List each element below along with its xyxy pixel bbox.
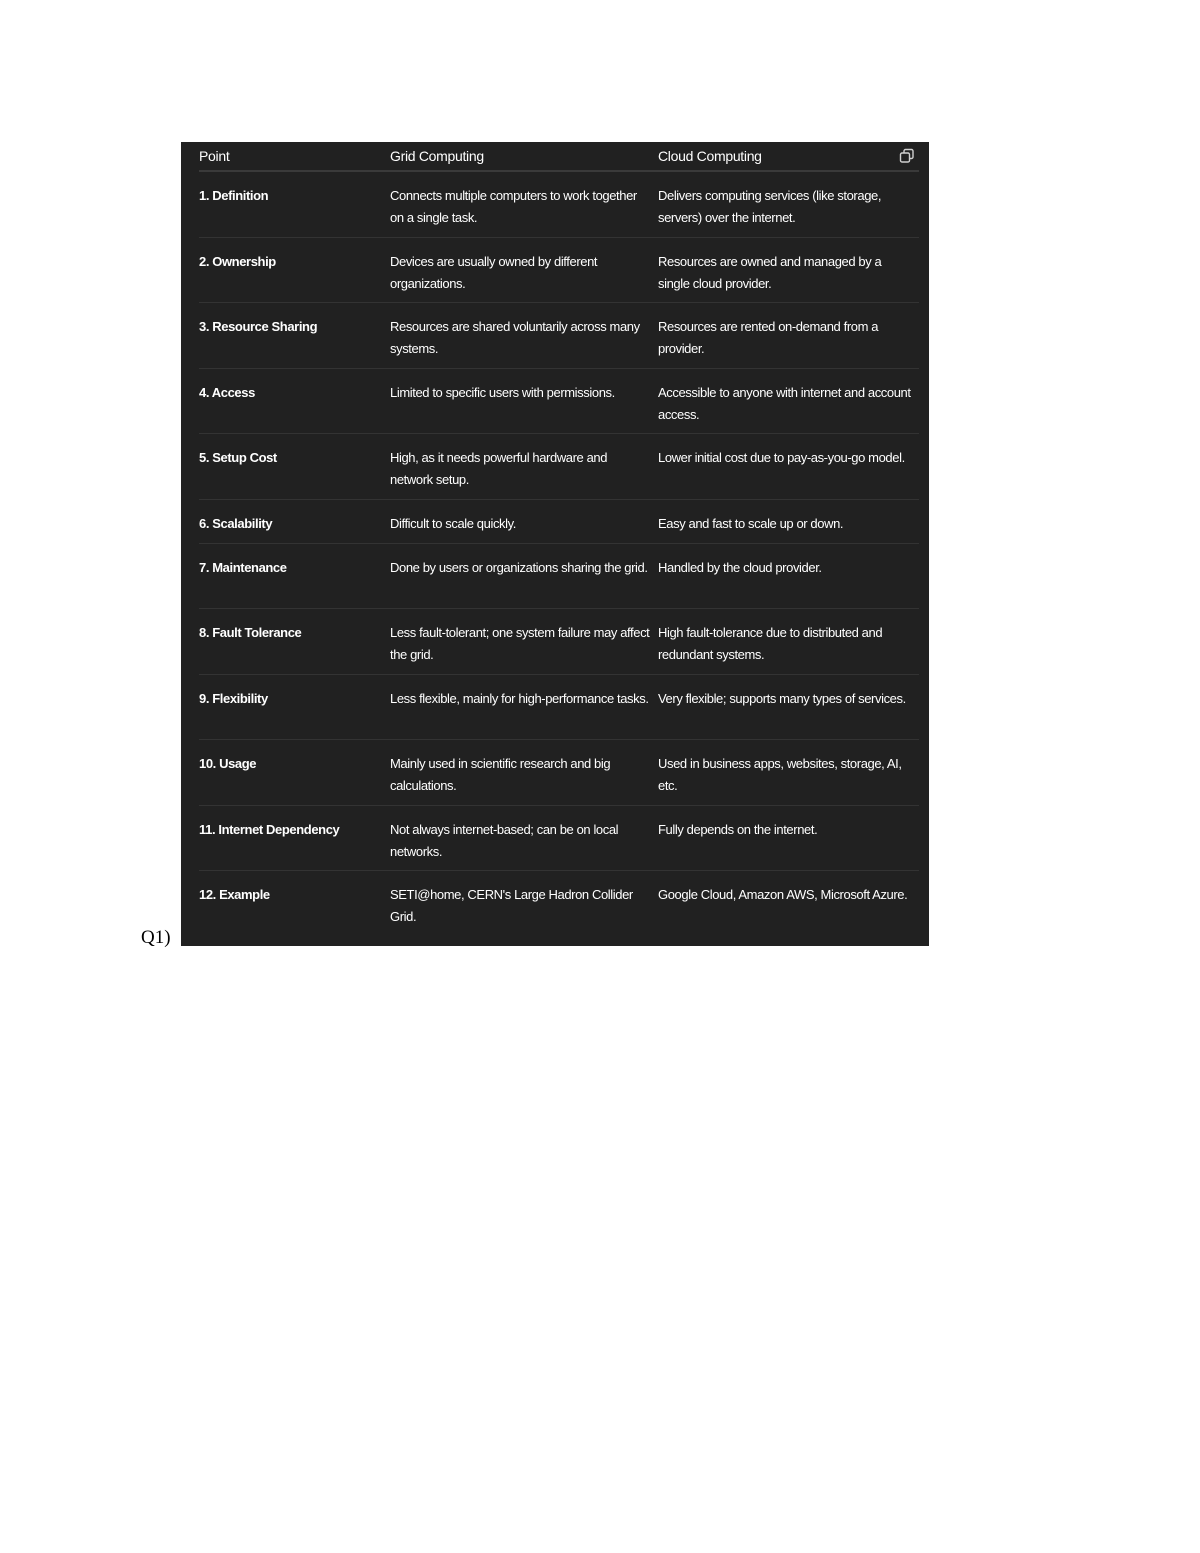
cell-grid: Connects multiple computers to work together on a single task. bbox=[390, 188, 637, 225]
cell-grid: SETI@home, CERN's Large Hadron Collider Grid. bbox=[390, 887, 633, 924]
cell-cloud: Very flexible; supports many types of services. bbox=[658, 690, 906, 706]
table-row bbox=[199, 871, 919, 937]
table-row bbox=[199, 806, 919, 872]
header-point: Point bbox=[199, 148, 230, 164]
cell-point: 11. Internet Dependency bbox=[199, 821, 340, 837]
cell-grid: Less fault-tolerant; one system failure may affect the grid. bbox=[390, 625, 650, 662]
cell-grid: Less flexible, mainly for high-performance tasks. bbox=[390, 690, 649, 706]
cell-cloud: Fully depends on the internet. bbox=[658, 821, 818, 837]
cell-point: 4. Access bbox=[199, 384, 255, 400]
cell-grid: Limited to specific users with permissions. bbox=[390, 384, 615, 400]
copy-icon[interactable] bbox=[899, 148, 915, 164]
cell-point: 8. Fault Tolerance bbox=[199, 625, 302, 640]
table-row bbox=[199, 740, 919, 806]
cell-cloud: Used in business apps, websites, storage, AI, etc. bbox=[658, 756, 902, 793]
question-label: Q1) bbox=[141, 927, 171, 948]
header-grid-computing: Grid Computing bbox=[390, 148, 484, 164]
cell-grid: Not always internet-based; can be on local networks. bbox=[390, 821, 619, 859]
cell-cloud: Handled by the cloud provider. bbox=[658, 559, 822, 575]
cell-grid: Devices are usually owned by different organizations. bbox=[390, 253, 598, 291]
table-row bbox=[199, 172, 919, 238]
cell-cloud: Resources are owned and managed by a single cloud provider. bbox=[658, 253, 882, 291]
cell-grid: High, as it needs powerful hardware and network setup. bbox=[390, 450, 608, 487]
table-row bbox=[199, 238, 919, 304]
table-row bbox=[199, 369, 919, 435]
table-row bbox=[199, 500, 919, 544]
cell-point: 10. Usage bbox=[199, 756, 257, 771]
cell-cloud: High fault-tolerance due to distributed and redundant systems. bbox=[658, 625, 883, 662]
cell-point: 3. Resource Sharing bbox=[199, 319, 318, 334]
table-row bbox=[199, 675, 919, 741]
cell-cloud: Lower initial cost due to pay-as-you-go model. bbox=[658, 450, 905, 465]
cell-cloud: Accessible to anyone with internet and account access. bbox=[658, 384, 911, 422]
cell-point: 2. Ownership bbox=[199, 253, 276, 269]
cell-grid: Difficult to scale quickly. bbox=[390, 515, 516, 531]
table-header-row bbox=[199, 142, 919, 172]
table-row bbox=[199, 544, 919, 610]
cell-point: 12. Example bbox=[199, 887, 270, 902]
table-row bbox=[199, 434, 919, 500]
cell-cloud: Easy and fast to scale up or down. bbox=[658, 515, 844, 531]
cell-point: 7. Maintenance bbox=[199, 559, 287, 575]
cell-cloud: Delivers computing services (like storage, servers) over the internet. bbox=[658, 188, 882, 225]
table-row bbox=[199, 303, 919, 369]
cell-point: 6. Scalability bbox=[199, 515, 273, 531]
cell-grid: Done by users or organizations sharing the grid. bbox=[390, 559, 648, 575]
cell-point: 5. Setup Cost bbox=[199, 450, 277, 465]
table-body bbox=[199, 172, 919, 937]
header-cloud-computing: Cloud Computing bbox=[658, 148, 762, 164]
comparison-table bbox=[181, 142, 929, 946]
cell-point: 1. Definition bbox=[199, 188, 269, 203]
table-row bbox=[199, 609, 919, 675]
cell-grid: Mainly used in scientific research and big calculations. bbox=[390, 756, 611, 793]
cell-grid: Resources are shared voluntarily across many systems. bbox=[390, 319, 640, 356]
cell-cloud: Google Cloud, Amazon AWS, Microsoft Azure. bbox=[658, 887, 908, 902]
cell-cloud: Resources are rented on-demand from a provider. bbox=[658, 319, 879, 356]
cell-point: 9. Flexibility bbox=[199, 690, 268, 706]
